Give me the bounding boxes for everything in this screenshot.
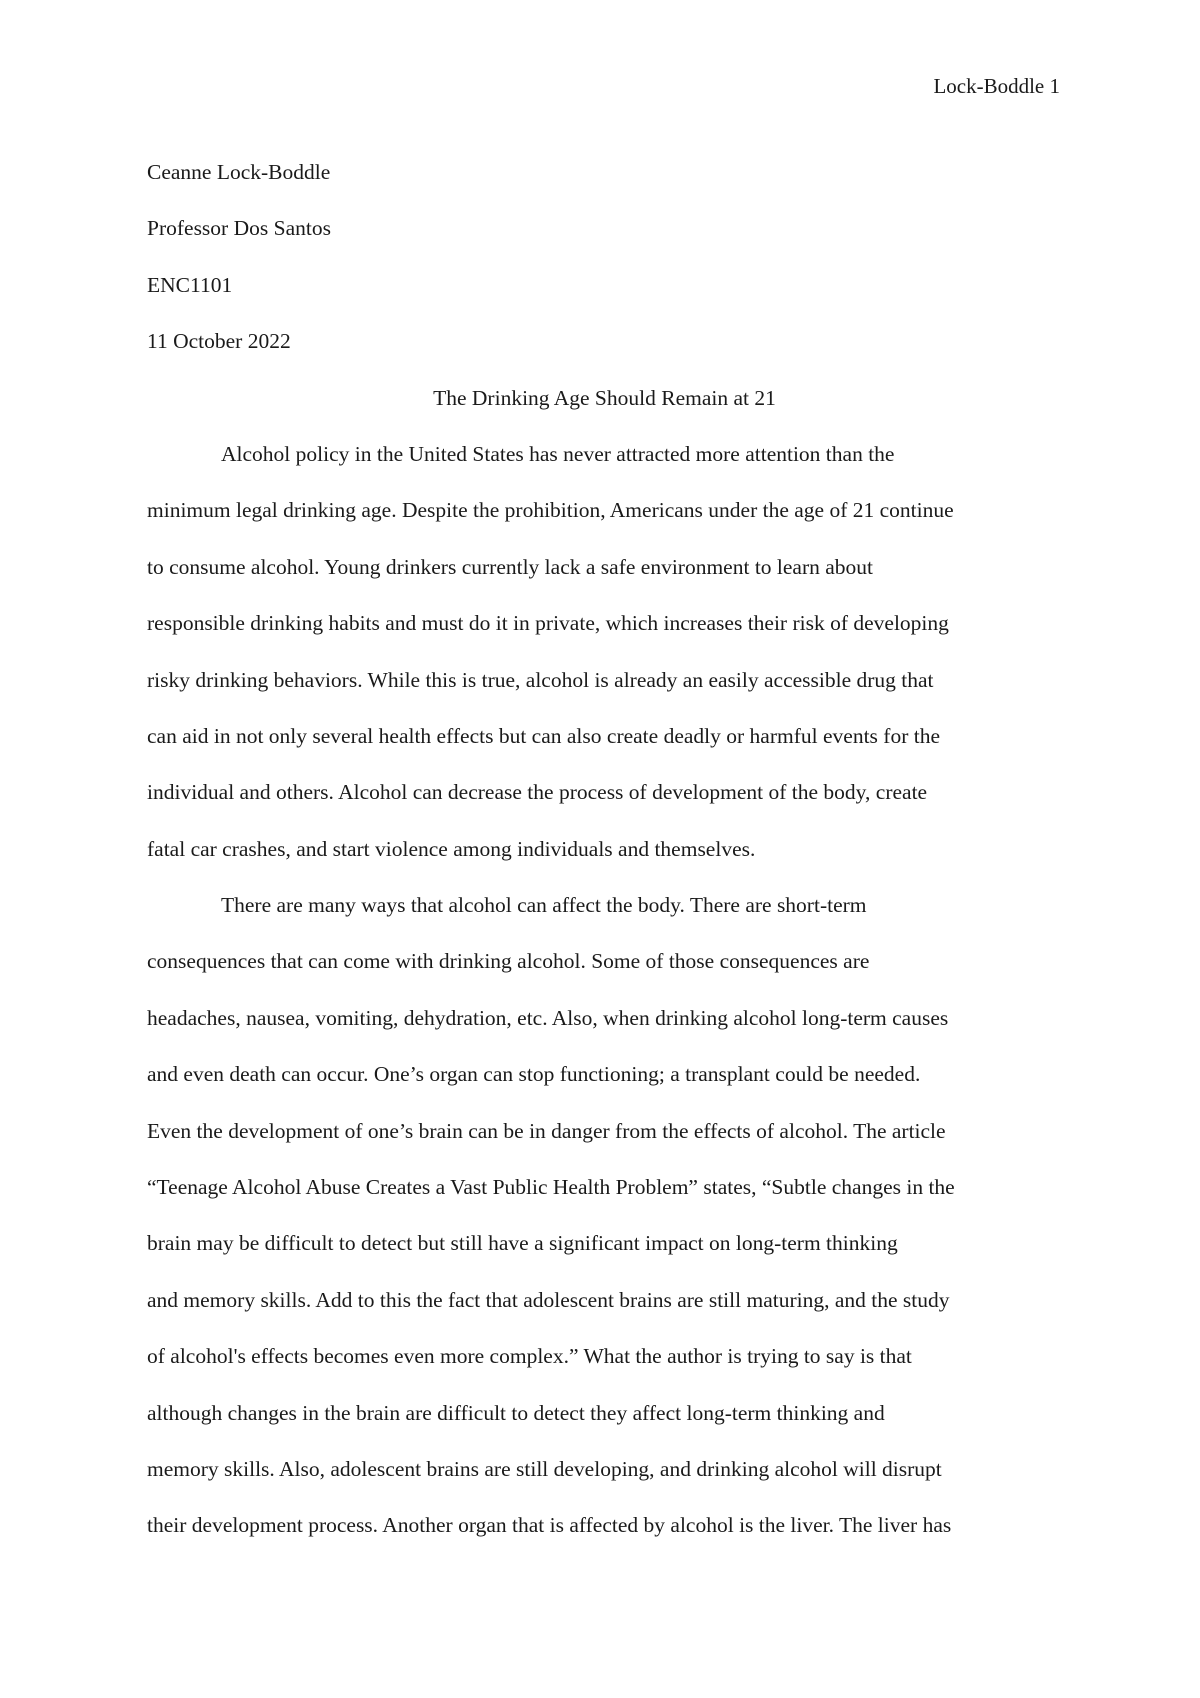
document-body: [147, 144, 1062, 1554]
paragraph-2-line: There are many ways that alcohol can affect the body. There are short-term: [221, 893, 867, 918]
paragraph-2-line: of alcohol's effects becomes even more complex.” What the author is trying to say is that: [147, 1344, 912, 1369]
running-header-page-number: Lock-Boddle 1: [933, 74, 1060, 98]
paragraph-2-line: consequences that can come with drinking alcohol. Some of those consequences are: [147, 949, 870, 974]
professor-name: Professor Dos Santos: [147, 216, 331, 241]
author-name: Ceanne Lock-Boddle: [147, 160, 331, 184]
paragraph-2-line: “Teenage Alcohol Abuse Creates a Vast Public Health Problem” states, “Subtle changes in the: [147, 1175, 955, 1200]
submission-date: 11 October 2022: [147, 329, 291, 354]
paragraph-2-line: brain may be difficult to detect but still have a significant impact on long-term thinking: [147, 1231, 898, 1256]
paragraph-1-line: minimum legal drinking age. Despite the prohibition, Americans under the age of 21 continue: [147, 498, 954, 523]
course-code: ENC1101: [147, 272, 233, 297]
paragraph-2-line: and even death can occur. One’s organ can stop functioning; a transplant could be needed.: [147, 1062, 921, 1087]
paragraph-2-line: their development process. Another organ that is affected by alcohol is the liver. The liver has: [147, 1513, 952, 1538]
paragraph-2-line: and memory skills. Add to this the fact that adolescent brains are still maturing, and the study: [147, 1287, 950, 1312]
paragraph-1-line: can aid in not only several health effects but can also create deadly or harmful events for the: [147, 723, 940, 748]
paragraph-2-line: although changes in the brain are difficult to detect they affect long-term thinking and: [147, 1400, 885, 1425]
paragraph-1-line: individual and others. Alcohol can decrease the process of development of the body, create: [147, 780, 928, 805]
paragraph-2-line: Even the development of one’s brain can be in danger from the effects of alcohol. The article: [147, 1118, 946, 1143]
paragraph-2-line: headaches, nausea, vomiting, dehydration, etc. Also, when drinking alcohol long-term causes: [147, 1005, 949, 1030]
paragraph-1-line: fatal car crashes, and start violence among individuals and themselves.: [147, 836, 756, 861]
paragraph-1-line: to consume alcohol. Young drinkers currently lack a safe environment to learn about: [147, 554, 874, 579]
paragraph-1-line: Alcohol policy in the United States has never attracted more attention than the: [221, 441, 895, 466]
essay-title: The Drinking Age Should Remain at 21: [433, 385, 776, 410]
paragraph-1-line: risky drinking behaviors. While this is true, alcohol is already an easily accessible drug that: [147, 667, 934, 692]
paragraph-1-line: responsible drinking habits and must do it in private, which increases their risk of developing: [147, 611, 949, 636]
paragraph-2-line: memory skills. Also, adolescent brains are still developing, and drinking alcohol will disrupt: [147, 1456, 942, 1481]
